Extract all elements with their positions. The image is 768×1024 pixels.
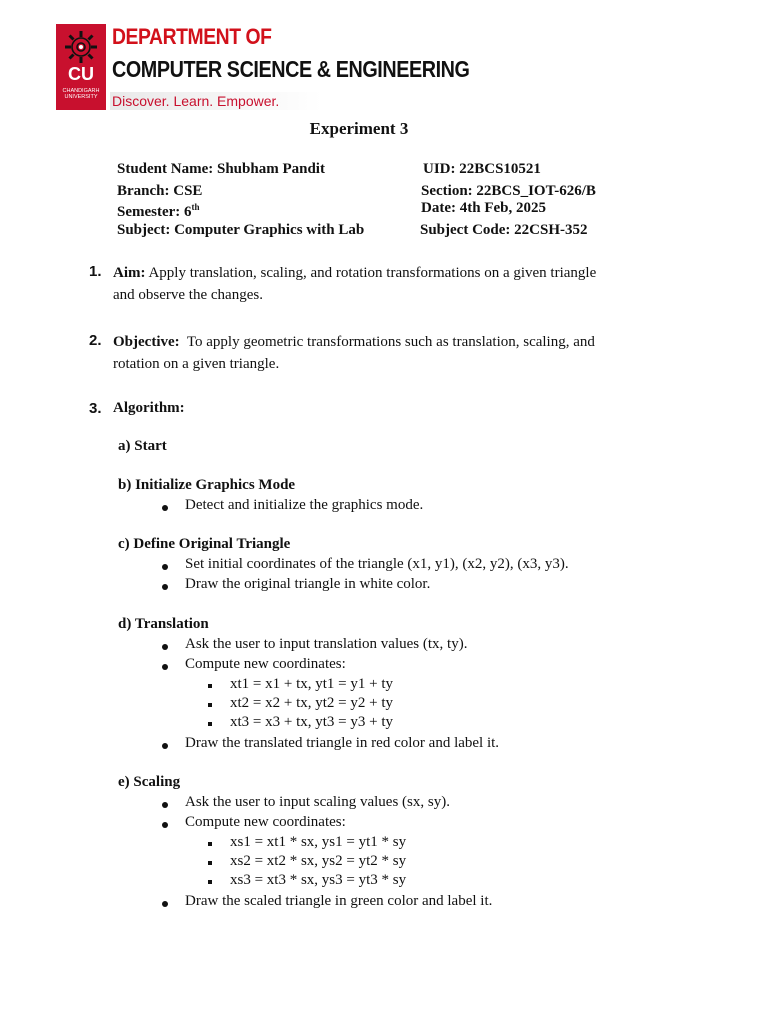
step-a-title: a) Start: [118, 438, 167, 454]
bullet-dot: [162, 664, 168, 670]
step-d-formula-3: xt3 = x3 + tx, yt3 = y3 + ty: [230, 714, 394, 730]
step-e-final: Draw the scaled triangle in green color and label it.: [185, 893, 493, 909]
objective-number: 2.: [89, 332, 102, 349]
objective-text-line1: To apply geometric transformations such as translation, scaling, and: [186, 334, 595, 350]
tagline: Discover. Learn. Empower.: [110, 92, 322, 110]
square-bullet: [208, 880, 212, 884]
step-e-formula-1: xs1 = xt1 * sx, ys1 = yt1 * sy: [230, 834, 407, 850]
objective-paragraph: [113, 331, 653, 375]
aim-label: Aim:: [113, 265, 146, 281]
square-bullet: [208, 861, 212, 865]
step-d-formula-2: xt2 = x2 + tx, yt2 = y2 + ty: [230, 695, 394, 711]
branch: Branch: CSE: [117, 183, 203, 199]
subject: Subject: Computer Graphics with Lab: [117, 222, 365, 238]
subject-code: Subject Code: 22CSH-352: [420, 222, 588, 238]
logo-letters: CU: [68, 64, 94, 84]
bullet-dot: [162, 802, 168, 808]
algorithm-label: Algorithm:: [113, 400, 185, 416]
step-d-final: Draw the translated triangle in red color and label it.: [185, 735, 500, 751]
bullet-dot: [162, 644, 168, 650]
department-line-2: COMPUTER SCIENCE & ENGINEERING: [112, 56, 470, 82]
bullet-dot: [162, 505, 168, 511]
university-logo: [56, 24, 106, 110]
step-c-item-1: Set initial coordinates of the triangle (x1, y1), (x2, y2), (x3, y3).: [185, 556, 569, 572]
square-bullet: [208, 842, 212, 846]
student-name: Student Name: Shubham Pandit: [117, 161, 325, 177]
date: Date: 4th Feb, 2025: [421, 200, 546, 216]
aim-text-line2: and observe the changes.: [113, 287, 263, 303]
aim-number: 1.: [89, 263, 102, 280]
step-e-formula-3: xs3 = xt3 * sx, ys3 = yt3 * sy: [230, 872, 407, 888]
objective-label: Objective:: [113, 334, 180, 350]
objective-text-line2: rotation on a given triangle.: [113, 356, 280, 372]
bullet-dot: [162, 743, 168, 749]
semester-suffix: th: [191, 202, 200, 212]
step-e-title: e) Scaling: [118, 774, 181, 790]
gear-emblem-icon: [63, 29, 99, 65]
bullet-dot: [162, 564, 168, 570]
step-e-formula-2: xs2 = xt2 * sx, ys2 = yt2 * sy: [230, 853, 407, 869]
bullet-dot: [162, 901, 168, 907]
step-d-item-1: Ask the user to input translation values (tx, ty).: [185, 636, 468, 652]
section: Section: 22BCS_IOT-626/B: [421, 183, 596, 199]
logo-subtext: CHANDIGARH UNIVERSITY: [62, 88, 100, 100]
step-e-item-1: Ask the user to input scaling values (sx, sy).: [185, 794, 450, 810]
algorithm-number: 3.: [89, 400, 102, 417]
semester: [117, 202, 200, 221]
step-c-item-2: Draw the original triangle in white color.: [185, 576, 431, 592]
uid: UID: 22BCS10521: [423, 161, 541, 177]
department-line-1: DEPARTMENT OF: [112, 24, 272, 49]
step-c-title: c) Define Original Triangle: [118, 536, 291, 552]
aim-text-line1: Apply translation, scaling, and rotation transformations on a given triangle: [148, 265, 597, 281]
step-d-item-2: Compute new coordinates:: [185, 656, 346, 672]
step-e-item-2: Compute new coordinates:: [185, 814, 346, 830]
step-b-item-1: Detect and initialize the graphics mode.: [185, 497, 424, 513]
step-d-formula-1: xt1 = x1 + tx, yt1 = y1 + ty: [230, 676, 394, 692]
square-bullet: [208, 703, 212, 707]
bullet-dot: [162, 584, 168, 590]
aim-paragraph: [113, 262, 653, 306]
square-bullet: [208, 722, 212, 726]
page-title: Experiment 3: [309, 119, 409, 138]
bullet-dot: [162, 822, 168, 828]
step-b-title: b) Initialize Graphics Mode: [118, 477, 296, 493]
square-bullet: [208, 684, 212, 688]
semester-text: Semester: 6: [117, 204, 192, 220]
step-d-title: d) Translation: [118, 616, 209, 632]
